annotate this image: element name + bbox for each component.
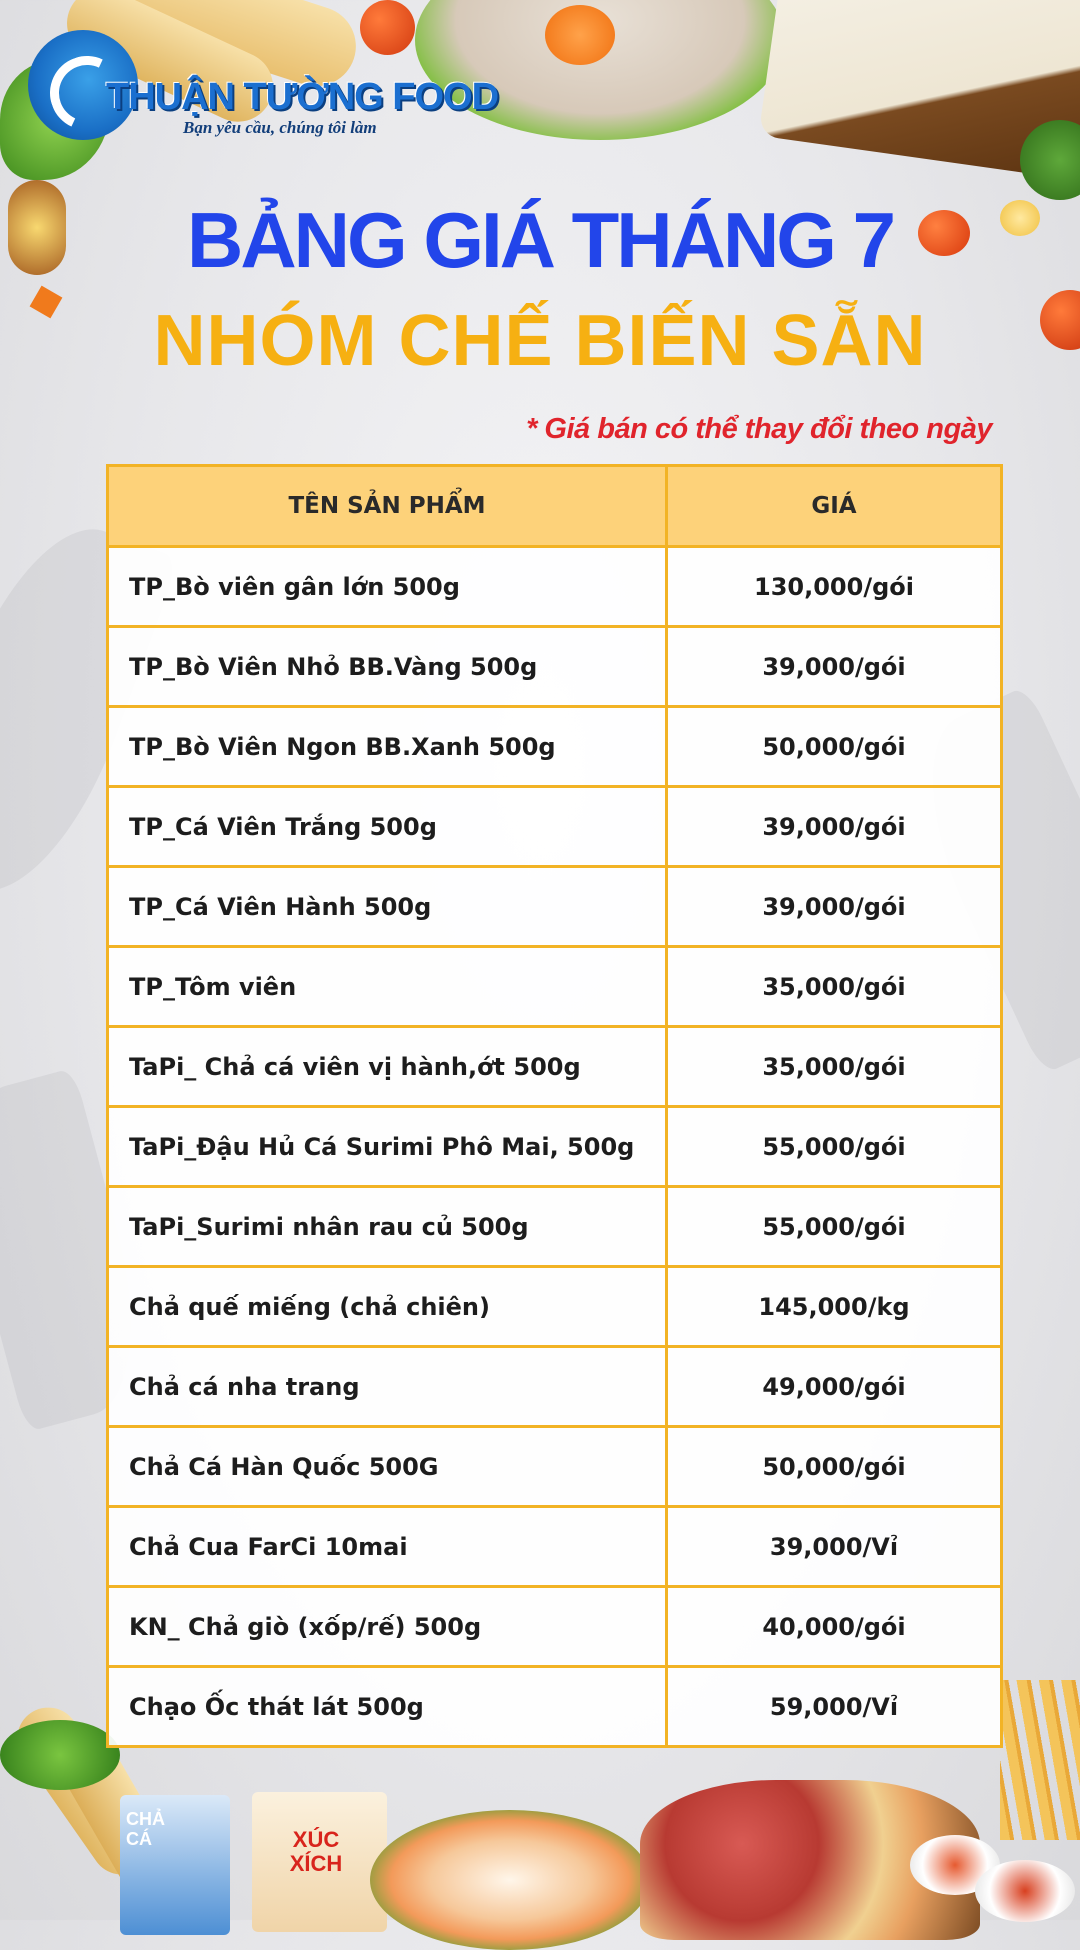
product-price: 130,000/gói (667, 547, 1002, 627)
fishball-bowl-image (370, 1810, 650, 1950)
sausage-package-image (252, 1792, 387, 1932)
table-row (108, 1427, 1002, 1507)
table-row (108, 867, 1002, 947)
product-price: 39,000/gói (667, 627, 1002, 707)
product-name: TP_Cá Viên Hành 500g (108, 867, 667, 947)
fries-image (1000, 1680, 1080, 1840)
price-table (106, 464, 1003, 1748)
product-price: 50,000/gói (667, 707, 1002, 787)
brand-logo (28, 30, 499, 145)
table-row (108, 1107, 1002, 1187)
product-price: 39,000/gói (667, 867, 1002, 947)
column-header-product: TÊN SẢN PHẨM (108, 466, 667, 547)
table-row (108, 1027, 1002, 1107)
product-price: 50,000/gói (667, 1427, 1002, 1507)
column-header-price: GIÁ (667, 466, 1002, 547)
table-row (108, 1187, 1002, 1267)
price-note: * Giá bán có thể thay đổi theo ngày (526, 413, 992, 445)
table-row (108, 787, 1002, 867)
product-name: TP_Bò Viên Nhỏ BB.Vàng 500g (108, 627, 667, 707)
product-name: TP_Bò viên gân lớn 500g (108, 547, 667, 627)
product-price: 35,000/gói (667, 1027, 1002, 1107)
table-row (108, 1267, 1002, 1347)
product-name: TP_Bò Viên Ngon BB.Xanh 500g (108, 707, 667, 787)
table-row (108, 1347, 1002, 1427)
product-name: Chạo Ốc thát lát 500g (108, 1667, 667, 1747)
table-row (108, 1667, 1002, 1747)
page-title: BẢNG GIÁ THÁNG 7 (186, 196, 894, 284)
product-price: 55,000/gói (667, 1107, 1002, 1187)
table-row (108, 947, 1002, 1027)
product-name: Chả quế miếng (chả chiên) (108, 1267, 667, 1347)
product-name: Chả Cá Hàn Quốc 500G (108, 1427, 667, 1507)
product-price: 55,000/gói (667, 1187, 1002, 1267)
product-name: TaPi_Surimi nhân rau củ 500g (108, 1187, 667, 1267)
table-row (108, 1507, 1002, 1587)
product-name: TP_Tôm viên (108, 947, 667, 1027)
leaf-image (0, 1720, 120, 1790)
product-name: Chả Cua FarCi 10mai (108, 1507, 667, 1587)
table-row (108, 627, 1002, 707)
product-name: Chả cá nha trang (108, 1347, 667, 1427)
brand-slogan: Bạn yêu cầu, chúng tôi làm (183, 118, 377, 137)
product-price: 39,000/Vỉ (667, 1507, 1002, 1587)
product-price: 59,000/Vỉ (667, 1667, 1002, 1747)
product-price: 49,000/gói (667, 1347, 1002, 1427)
product-price: 39,000/gói (667, 787, 1002, 867)
product-name: KN_ Chả giò (xốp/rế) 500g (108, 1587, 667, 1667)
product-price: 35,000/gói (667, 947, 1002, 1027)
table-row (108, 707, 1002, 787)
page-subtitle: NHÓM CHẾ BIẾN SẴN (153, 301, 927, 381)
package-label: XÚC XÍCH (289, 1827, 343, 1876)
product-name: TP_Cá Viên Trắng 500g (108, 787, 667, 867)
sauce-bowl-image (975, 1860, 1075, 1922)
product-price: 145,000/kg (667, 1267, 1002, 1347)
table-header-row (108, 466, 1002, 547)
product-name: TaPi_ Chả cá viên vị hành,ớt 500g (108, 1027, 667, 1107)
table-row (108, 547, 1002, 627)
brand-name: THUẬN TƯỜNG FOOD (106, 76, 499, 118)
carrot-flower-image (545, 5, 615, 65)
product-price: 40,000/gói (667, 1587, 1002, 1667)
package-label: CHẢ CÁ (126, 1809, 165, 1849)
table-row (108, 1587, 1002, 1667)
fish-cake-package-image (120, 1795, 230, 1935)
product-name: TaPi_Đậu Hủ Cá Surimi Phô Mai, 500g (108, 1107, 667, 1187)
